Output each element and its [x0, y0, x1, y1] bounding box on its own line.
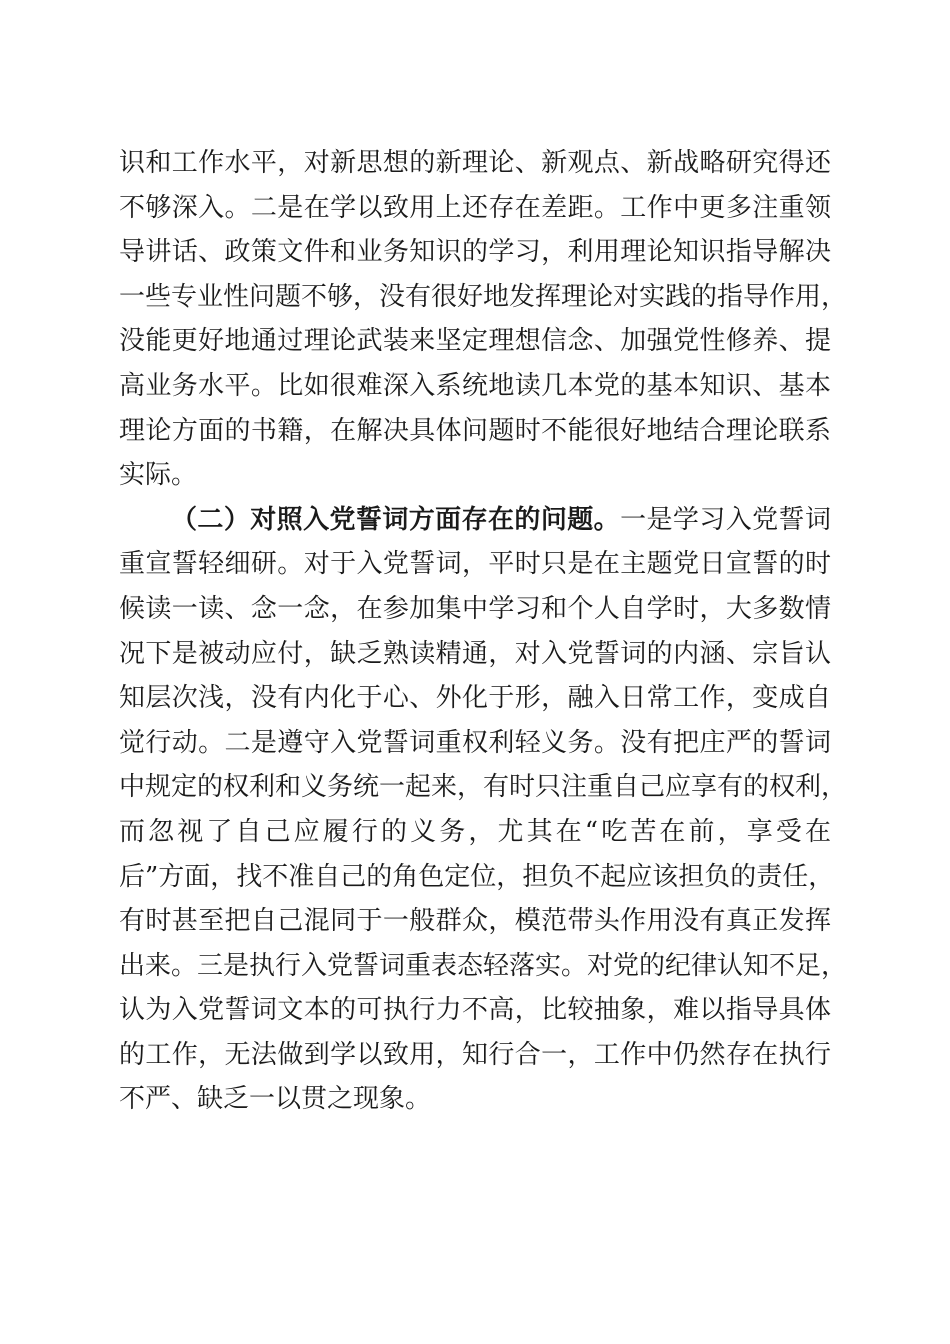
text-line: 候读一读、念一念，在参加集中学习和个人自学时，大多数情	[119, 593, 831, 624]
paragraph-2	[119, 498, 848, 1122]
paragraph-1	[119, 141, 848, 498]
text-line: 识和工作水平，对新思想的新理论、新观点、新战略研究得还	[119, 148, 831, 178]
text-line: 理论方面的书籍，在解决具体问题时不能很好地结合理论联系	[119, 415, 831, 446]
text-line: 而忽视了自己应履行的义务，尤其在“吃苦在前，享受在	[119, 816, 831, 847]
text-line: 后”方面，找不准自己的角色定位，担负不起应该担负的责任，	[119, 861, 835, 892]
text-line: 觉行动。二是遵守入党誓词重权利轻义务。没有把庄严的誓词	[119, 727, 831, 758]
document-body	[119, 141, 848, 1122]
text-line: 重宣誓轻细研。对于入党誓词，平时只是在主题党日宣誓的时	[119, 549, 831, 580]
text-line: 认为入党誓词文本的可执行力不高，比较抽象，难以指导具体	[119, 995, 831, 1026]
text-line: 没能更好地通过理论武装来坚定理想信念、加强党性修养、提	[119, 326, 831, 357]
text-line: 高业务水平。比如很难深入系统地读几本党的基本知识、基本	[119, 370, 831, 401]
text-line: 不严、缺乏一以贯之现象。	[119, 1084, 432, 1115]
paragraph-2-first-line	[119, 498, 831, 543]
text-line: 中规定的权利和义务统一起来，有时只注重自己应享有的权利，	[119, 772, 848, 803]
text-line: 知层次浅，没有内化于心、外化于形，融入日常工作，变成自	[119, 683, 831, 714]
text-line: 实际。	[119, 460, 198, 491]
text-line: 况下是被动应付，缺乏熟读精通，对入党誓词的内涵、宗旨认	[119, 638, 831, 669]
text-line: 不够深入。二是在学以致用上还存在差距。工作中更多注重领	[119, 192, 831, 223]
text-run: 一是学习入党誓词	[620, 504, 831, 535]
section-heading: （二）对照入党誓词方面存在的问题。	[171, 504, 621, 535]
text-line: 出来。三是执行入党誓词重表态轻落实。对党的纪律认知不足，	[119, 950, 848, 981]
text-line: 一些专业性问题不够，没有很好地发挥理论对实践的指导作用，	[119, 281, 848, 312]
text-line: 导讲话、政策文件和业务知识的学习，利用理论知识指导解决	[119, 237, 831, 268]
text-line: 的工作，无法做到学以致用，知行合一，工作中仍然存在执行	[119, 1039, 831, 1070]
text-line: 有时甚至把自己混同于一般群众，模范带头作用没有真正发挥	[119, 906, 831, 937]
